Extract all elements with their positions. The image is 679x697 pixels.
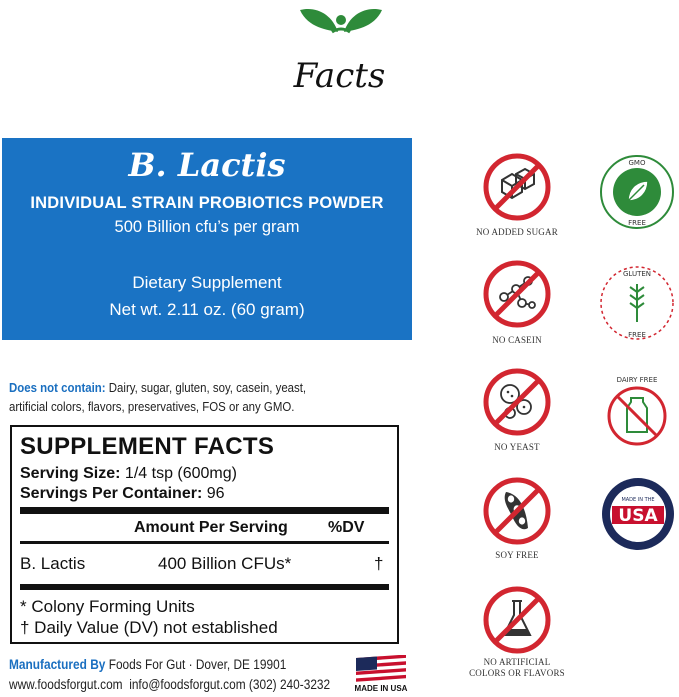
soy-free-icon (482, 476, 552, 546)
made-in-usa-badge-icon (600, 476, 676, 552)
amount-per-serving-header: Amount Per Serving (134, 519, 288, 536)
email-link[interactable]: info@foodsforgut.com (129, 677, 246, 692)
manufacturer-line (9, 657, 286, 672)
ingredient-name: B. Lactis (20, 554, 86, 573)
bottom-divider (20, 584, 389, 590)
footnote-dv: † Daily Value (DV) not established (20, 618, 278, 637)
no-added-sugar-label: NO ADDED SUGAR (476, 227, 558, 237)
svg-text:FREE: FREE (628, 219, 646, 227)
svg-text:GMO: GMO (628, 159, 646, 167)
made-in-usa-label: MADE IN USA (354, 684, 408, 693)
product-type: INDIVIDUAL STRAIN PROBIOTICS POWDER (30, 194, 384, 212)
ingredient-amount: 400 Billion CFUs* (158, 554, 292, 573)
thick-divider (20, 507, 389, 514)
manufacturer-text: Foods For Gut · Dover, DE 19901 (105, 657, 287, 672)
contact-line (9, 677, 330, 692)
soy-free-label: SOY FREE (495, 550, 539, 560)
dv-header: %DV (328, 519, 365, 536)
no-added-sugar-icon (482, 152, 552, 222)
does-not-contain-label: Does not contain: (9, 380, 106, 395)
medium-divider (20, 541, 389, 544)
ingredient-dv: † (374, 554, 384, 573)
serving-size: Serving Size: 1/4 tsp (600mg) (20, 465, 237, 482)
gmo-free-badge-icon (598, 151, 676, 233)
page-title: Facts (293, 56, 386, 96)
does-not-contain-line2: artificial colors, flavors, preservatives, FOS or any GMO. (9, 399, 295, 414)
supplement-line: Dietary Supplement (132, 273, 282, 292)
no-artificial-label: NO ARTIFICIAL COLORS OR FLAVORS (469, 657, 565, 678)
svg-text:MADE IN THE: MADE IN THE (621, 497, 655, 503)
svg-text:FREE: FREE (628, 331, 646, 339)
supplement-facts-panel (10, 425, 399, 644)
usa-flag-icon (356, 655, 406, 683)
product-name: B. Lactis (128, 146, 286, 184)
svg-text:DAIRY FREE: DAIRY FREE (616, 376, 658, 384)
manufacturer-label: Manufactured By (9, 657, 106, 672)
dairy-free-badge-icon (600, 370, 675, 448)
phone-number: (302) 240-3232 (248, 677, 331, 692)
svg-text:GLUTEN: GLUTEN (622, 270, 652, 278)
does-not-contain-line1: Dairy, sugar, gluten, soy, casein, yeast, (105, 380, 307, 395)
no-yeast-label: NO YEAST (494, 442, 540, 452)
no-artificial-icon (482, 585, 552, 655)
no-casein-label: NO CASEIN (492, 335, 542, 345)
cfu-per-gram: 500 Billion cfu’s per gram (114, 218, 300, 236)
supplement-facts-heading: SUPPLEMENT FACTS (20, 433, 275, 460)
net-weight: Net wt. 2.11 oz. (60 gram) (109, 300, 305, 319)
does-not-contain-text (9, 378, 409, 416)
no-yeast-icon (482, 367, 552, 437)
leaf-logo-icon (298, 2, 384, 42)
svg-text:USA: USA (618, 506, 658, 526)
gluten-free-badge-icon (598, 262, 676, 344)
product-banner (2, 138, 412, 340)
servings-per-container: Servings Per Container: 96 (20, 485, 225, 502)
footnote-cfu: * Colony Forming Units (20, 597, 195, 616)
no-casein-icon (482, 259, 552, 329)
website-link[interactable]: www.foodsforgut.com (9, 677, 123, 692)
